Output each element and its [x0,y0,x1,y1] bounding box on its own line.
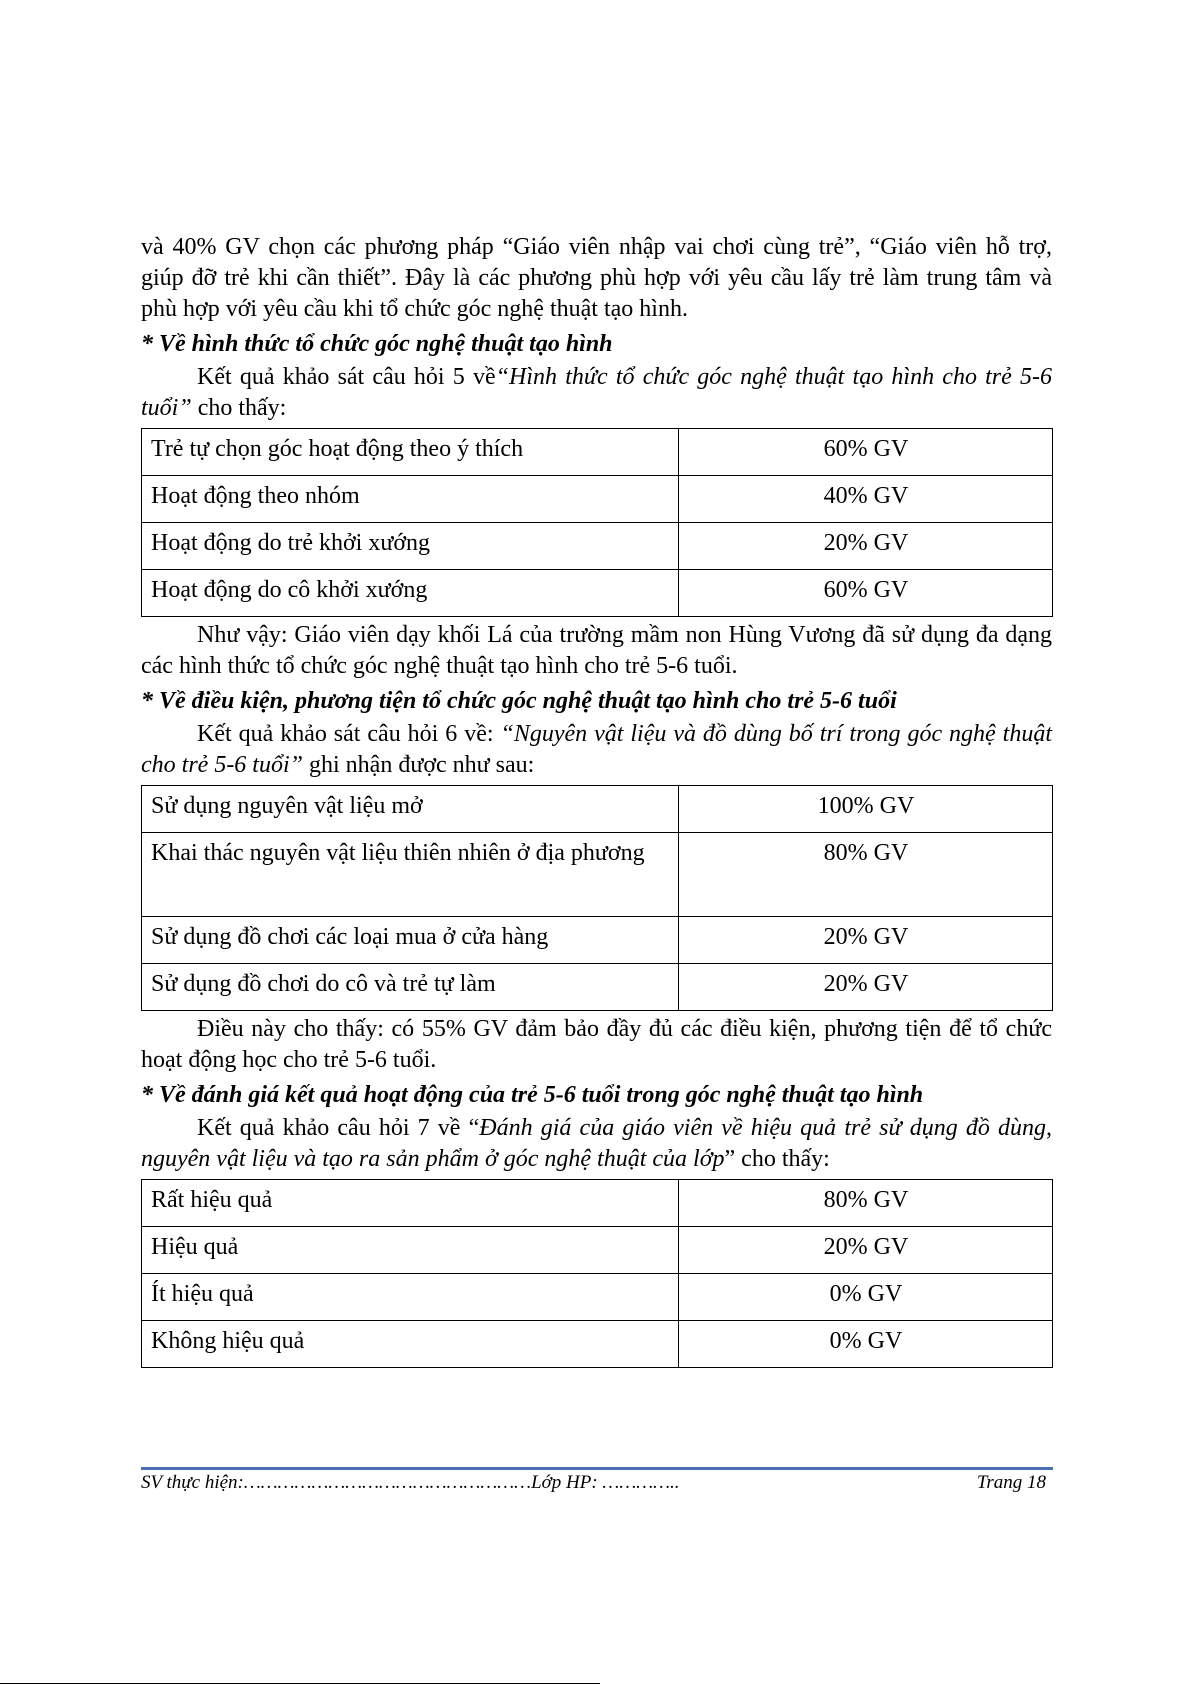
row-value: 100% GV [679,786,1053,833]
row-label: Hiệu quả [142,1227,679,1274]
section3-quote: Đánh giá của giáo viên về hiệu quả trẻ sử dụng đồ dùng, nguyên vật liệu và tạo ra sản phẩm ở góc nghệ thuật của lớp [141,1115,1052,1172]
section1-conclusion: Như vậy: Giáo viên dạy khối Lá của trường mầm non Hùng Vương đã sử dụng đa dạng các hình thức tổ chức góc nghệ thuật tạo hình cho trẻ 5-6 tuổi. [141,622,1052,679]
page-footer [141,1471,1046,1495]
row-value: 0% GV [679,1274,1053,1321]
section1-tail: cho thấy: [191,395,287,421]
row-label: Khai thác nguyên vật liệu thiên nhiên ở địa phương [142,833,679,917]
row-value: 0% GV [679,1321,1053,1368]
row-label: Trẻ tự chọn góc hoạt động theo ý thích [142,429,679,476]
row-label: Không hiệu quả [142,1321,679,1368]
row-label: Rất hiệu quả [142,1180,679,1227]
row-label: Hoạt động do cô khởi xướng [142,570,679,617]
section-heading-conditions: * Về điều kiện, phương tiện tổ chức góc nghệ thuật tạo hình cho trẻ 5-6 tuổi [141,688,897,714]
section1-lead [141,362,1052,424]
table-row [142,429,1053,476]
section3-tail: ” cho thấy: [724,1146,830,1172]
row-value: 60% GV [679,570,1053,617]
table-row [142,523,1053,570]
table-row [142,786,1053,833]
table-row [142,1321,1053,1368]
section1-lead-text: Kết quả khảo sát câu hỏi 5 về [197,364,496,390]
footer-student-info: SV thực hiện:……………………………………………Lớp HP: ………….. [141,1472,680,1493]
row-label: Hoạt động do trẻ khởi xướng [142,523,679,570]
table-row [142,1227,1053,1274]
row-label: Sử dụng đồ chơi các loại mua ở cửa hàng [142,917,679,964]
survey-table-form [141,428,1053,617]
survey-table-materials [141,785,1053,1011]
section2-tail: ghi nhận được như sau: [303,752,535,778]
table-row [142,964,1053,1011]
table-row [142,570,1053,617]
table-row [142,917,1053,964]
row-value: 60% GV [679,429,1053,476]
section-heading-evaluation: * Về đánh giá kết quả hoạt động của trẻ 5-6 tuổi trong góc nghệ thuật tạo hình [141,1082,924,1108]
row-value: 80% GV [679,833,1053,917]
row-label: Ít hiệu quả [142,1274,679,1321]
section-heading-form: * Về hình thức tổ chức góc nghệ thuật tạo hình [141,331,613,357]
footer-divider [141,1467,1053,1470]
row-label: Sử dụng nguyên vật liệu mở [142,786,679,833]
bottom-divider [0,1683,600,1684]
table-row [142,833,1053,917]
page-number: Trang 18 [976,1472,1046,1493]
row-value: 80% GV [679,1180,1053,1227]
section1-quote: “Hình thức tổ chức góc nghệ thuật tạo hình cho trẻ 5-6 tuổi” [141,364,1052,421]
section2-lead-text: Kết quả khảo sát câu hỏi 6 về: [197,721,501,747]
intro-paragraph: và 40% GV chọn các phương pháp “Giáo viên nhập vai chơi cùng trẻ”, “Giáo viên hỗ trợ, giúp đỡ trẻ khi cần thiết”. Đây là các phương phù hợp với yêu cầu lấy trẻ làm trung tâm và phù hợp với yêu cầu khi tổ chức góc nghệ thuật tạo hình. [141,234,1052,322]
section2-quote: “Nguyên vật liệu và đồ dùng bố trí trong góc nghệ thuật cho trẻ 5-6 tuổi” [141,721,1052,778]
row-value: 20% GV [679,917,1053,964]
section2-lead [141,719,1052,781]
table-row [142,1274,1053,1321]
row-value: 20% GV [679,964,1053,1011]
row-label: Hoạt động theo nhóm [142,476,679,523]
survey-table-evaluation [141,1179,1053,1368]
table-row [142,476,1053,523]
section3-lead [141,1113,1052,1175]
row-value: 40% GV [679,476,1053,523]
table-row [142,1180,1053,1227]
row-label: Sử dụng đồ chơi do cô và trẻ tự làm [142,964,679,1011]
page-content [141,232,1052,1371]
section3-lead-text: Kết quả khảo câu hỏi 7 về “ [197,1115,480,1141]
row-value: 20% GV [679,1227,1053,1274]
section2-conclusion: Điều này cho thấy: có 55% GV đảm bảo đầy đủ các điều kiện, phương tiện để tổ chức hoạt động học cho trẻ 5-6 tuổi. [141,1016,1052,1073]
row-value: 20% GV [679,523,1053,570]
